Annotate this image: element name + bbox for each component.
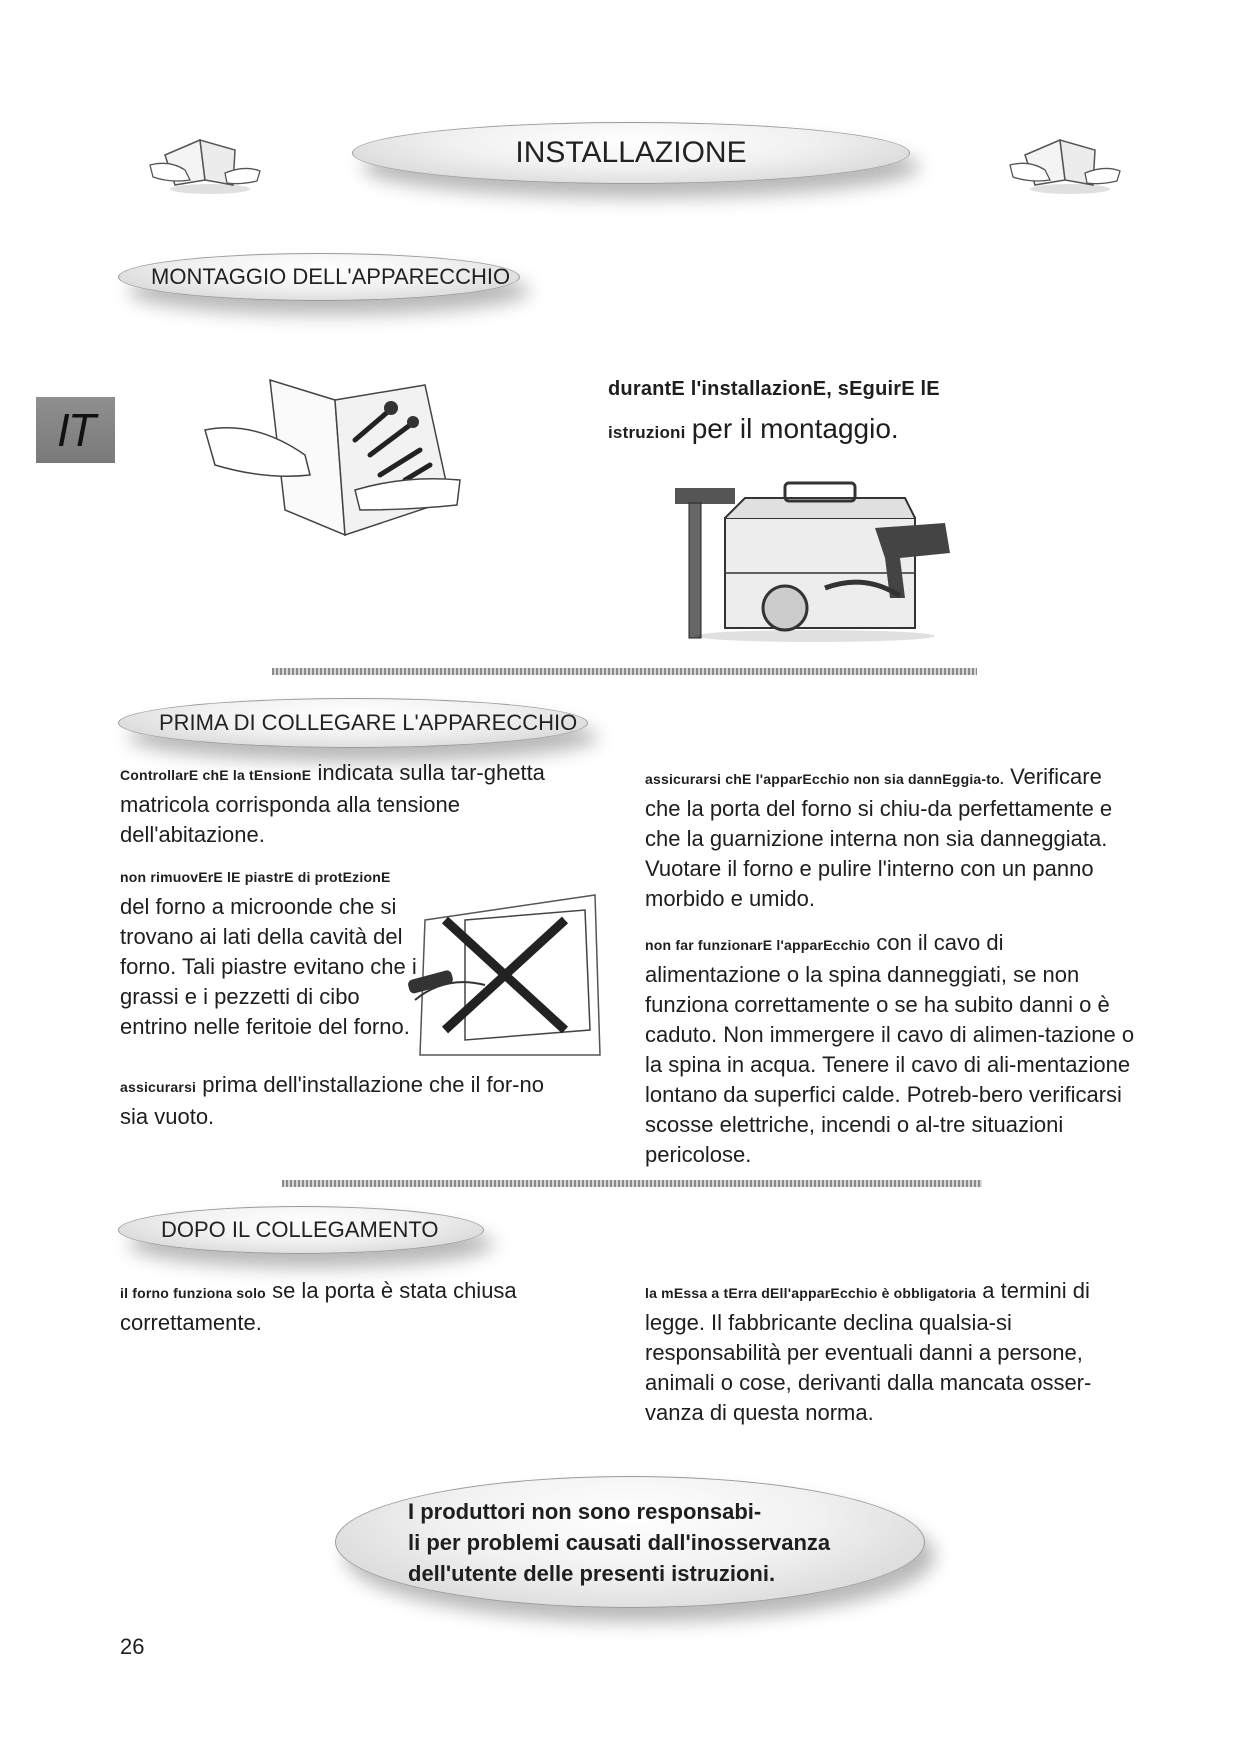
intro-lead: istruzioni [608,423,686,442]
disclaimer-line: dell'utente delle presenti istruzioni. [408,1560,776,1586]
page-number: 26 [120,1634,145,1659]
prima-paragraph-5 [645,928,1135,1170]
paragraph-lead: non rimuovErE lE piastrE di protEzionE [120,869,391,885]
divider [272,668,977,675]
paragraph-text: del forno a microonde che si trovano ai lati della cavità del forno. Tali piastre evitano che i grassi e i pezzetti di cibo entrino nelle feritoie del forno. [120,894,417,1039]
language-tab [36,397,115,463]
manual-with-tools-illustration [195,370,465,540]
prima-paragraph-3 [120,1070,560,1132]
book-hands-icon [1005,125,1125,195]
intro-text: per il montaggio. [691,413,899,444]
dopo-paragraph-1 [120,1276,580,1338]
paragraph-lead: il forno funziona solo [120,1285,266,1301]
page-title: INSTALLAZIONE [515,136,747,169]
paragraph-lead: assicurarsi [120,1079,197,1095]
disclaimer-line: I produttori non sono responsabi- [408,1498,762,1524]
prima-paragraph-4 [645,762,1125,914]
section-title: DOPO IL COLLEGAMENTO [161,1217,439,1242]
book-hands-icon [145,125,265,195]
paragraph-text: a termini di legge. Il fabbricante declina qualsia-si responsabilità per eventuali danni a persone, animali o cose, derivanti dalla mancata osser-vanza di questa norma. [645,1278,1092,1425]
paragraph-lead: la mEssa a tErra dEll'apparEcchio è obbligatoria [645,1285,977,1301]
prima-paragraph-1 [120,758,560,850]
divider [282,1180,982,1187]
montaggio-intro [608,368,1038,453]
page-title-pill [352,122,910,184]
section-header-dopo [118,1206,484,1254]
language-tab-label: IT [57,404,94,456]
dopo-paragraph-2 [645,1276,1135,1428]
disclaimer-pill [335,1476,925,1608]
section-title: PRIMA DI COLLEGARE L'APPARECCHIO [159,710,578,735]
paragraph-lead: non far funzionarE l'apparEcchio [645,937,871,953]
paragraph-text: se la porta è stata chiusa correttamente. [120,1278,517,1335]
paragraph-text: prima dell'installazione che il for-no sia vuoto. [120,1072,544,1129]
section-title: MONTAGGIO DELL'APPARECCHIO [151,264,511,289]
intro-lead: durantE l'installazionE, sEguirE lE [608,378,940,400]
paragraph-text: con il cavo di alimentazione o la spina danneggiati, se non funziona correttamente o se ha subito danni o è caduto. Non immergere il cavo di alimen-tazione o la spina in acqua. Tenere il cavo di ali-mentazione lontano da superfici calde. Potreb-bero verificarsi scosse elettriche, incendi o al-tre situazioni pericolose. [645,930,1135,1167]
section-header-montaggio [118,253,520,301]
paragraph-text: Verificare che la porta del forno si chiu-da perfettamente e che la guarnizione interna non sia danneggiata. Vuotare il forno e pulire l'interno con un panno morbido e umido. [645,764,1113,911]
disclaimer-line: li per problemi causati dall'inosservanza [408,1529,831,1555]
toolbox-illustration [655,478,955,643]
paragraph-text: indicata sulla tar-ghetta matricola corrisponda alla tensione dell'abitazione. [120,760,545,847]
section-header-prima [118,698,588,748]
crossed-oven-plate-illustration [405,880,605,1065]
paragraph-lead: ControllarE chE la tEnsionE [120,767,312,783]
prima-paragraph-2 [120,860,420,1042]
paragraph-lead: assicurarsi chE l'apparEcchio non sia dannEggia-to. [645,771,1004,787]
